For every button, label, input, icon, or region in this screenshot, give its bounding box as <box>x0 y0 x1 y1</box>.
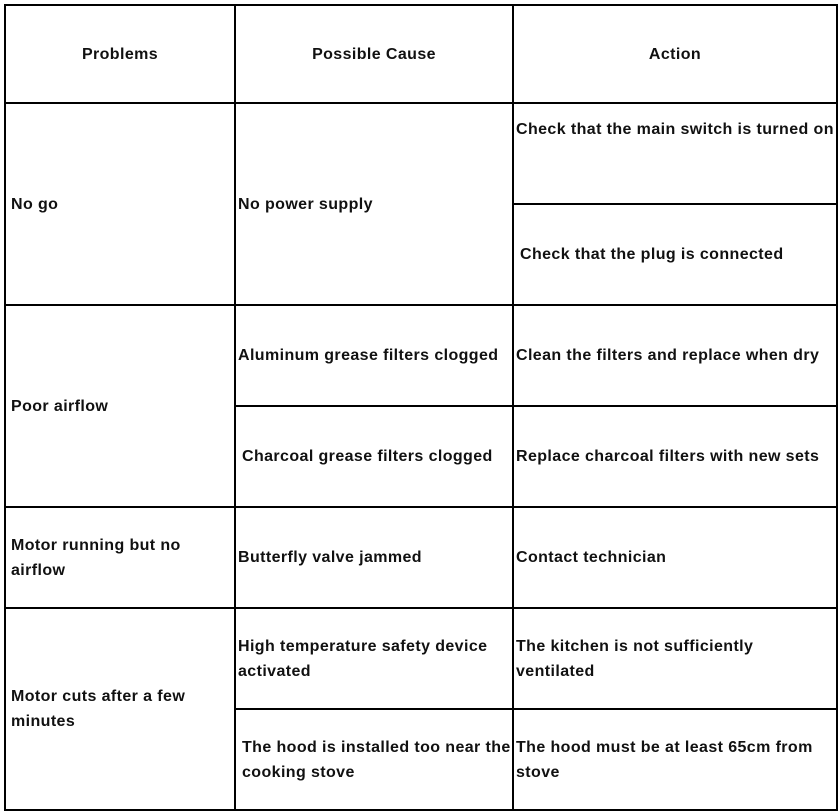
header-action: Action <box>513 5 837 103</box>
action-cell: Contact technician <box>513 507 837 608</box>
problem-cell: Poor airflow <box>5 305 235 507</box>
cause-cell: Charcoal grease filters clogged <box>235 406 513 507</box>
cause-cell: No power supply <box>235 103 513 305</box>
cause-cell: The hood is installed too near the cooking stove <box>235 709 513 810</box>
troubleshooting-table <box>4 4 838 811</box>
problem-cell: No go <box>5 103 235 305</box>
problem-cell: Motor cuts after a few minutes <box>5 608 235 810</box>
action-cell: The kitchen is not sufficiently ventilated <box>513 608 837 709</box>
cause-cell: Aluminum grease filters clogged <box>235 305 513 406</box>
cause-cell: Butterfly valve jammed <box>235 507 513 608</box>
cause-cell: High temperature safety device activated <box>235 608 513 709</box>
table-row <box>5 507 837 608</box>
action-cell: The hood must be at least 65cm from stove <box>513 709 837 810</box>
action-cell: Replace charcoal filters with new sets <box>513 406 837 507</box>
table-header-row <box>5 5 837 103</box>
problem-cell: Motor running but no airflow <box>5 507 235 608</box>
table-row <box>5 305 837 406</box>
action-cell: Clean the filters and replace when dry <box>513 305 837 406</box>
header-problems: Problems <box>5 5 235 103</box>
action-cell: Check that the main switch is turned on <box>513 103 837 204</box>
table-row <box>5 608 837 709</box>
table-row <box>5 103 837 204</box>
troubleshooting-table-container <box>4 4 836 808</box>
header-possible-cause: Possible Cause <box>235 5 513 103</box>
action-cell: Check that the plug is connected <box>513 204 837 305</box>
